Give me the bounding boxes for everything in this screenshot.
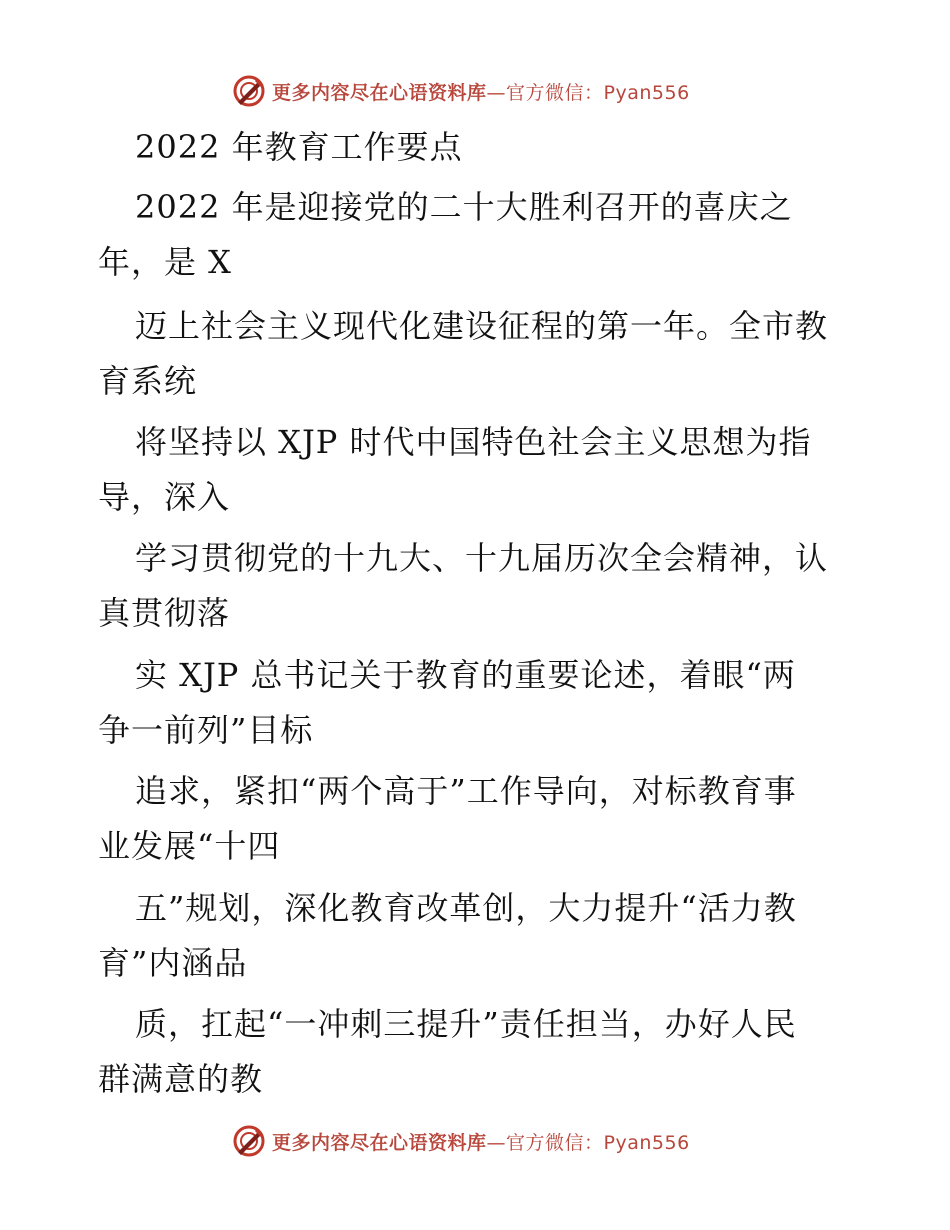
watermark-text [272,1128,690,1155]
text-line: 五”规划，深化教育改革创，大力提升“活力教 [135,889,797,927]
text-line: 导，深入 [98,478,231,516]
watermark-separator: — [486,81,507,104]
text-line: 业发展“十四 [98,827,281,865]
text-line: 迈上社会主义现代化建设征程的第一年。全市教 [135,307,829,345]
watermark-wechat: 官方微信：Pyan556 [506,81,690,104]
text-line: 育系统 [98,362,198,400]
watermark-separator: — [486,1131,507,1154]
text-line: 育”内涵品 [98,944,248,982]
watermark-wechat: 官方微信：Pyan556 [506,1131,690,1154]
text-line: 年，是 X [98,243,232,281]
document-title: 2022 年教育工作要点 [135,128,463,166]
text-line: 2022 年是迎接党的二十大胜利召开的喜庆之 [135,188,793,226]
text-line: 争一前列”目标 [98,711,314,749]
pen-logo-icon [232,1124,266,1158]
text-line: 质，扛起“一冲刺三提升”责任担当，办好人民 [135,1005,797,1043]
text-line: 群满意的教 [98,1060,264,1098]
text-line: 将坚持以 XJP 时代中国特色社会主义思想为指 [135,423,812,461]
text-line: 实 XJP 总书记关于教育的重要论述，着眼“两 [135,656,796,694]
text-line: 学习贯彻党的十九大、十九届历次全会精神，认 [135,539,829,577]
watermark-brand: 更多内容尽在心语资料库 [272,81,487,104]
footer-watermark [232,1121,690,1161]
text-line: 真贯彻落 [98,594,231,632]
watermark-brand: 更多内容尽在心语资料库 [272,1131,487,1154]
text-line: 追求，紧扣“两个高于”工作导向，对标教育事 [135,772,797,810]
